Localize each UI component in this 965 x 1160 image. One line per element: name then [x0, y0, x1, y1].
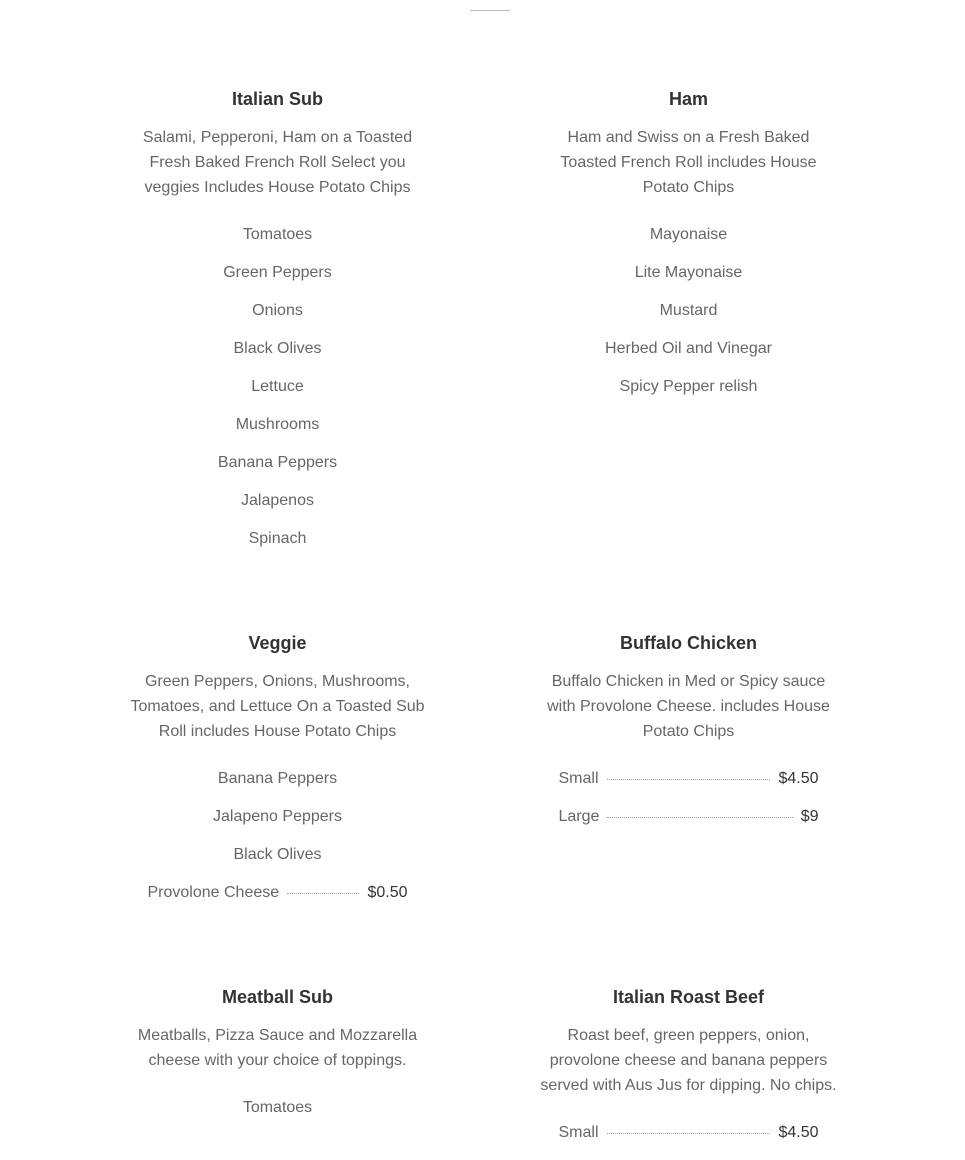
option-item[interactable]: Tomatoes	[242, 226, 313, 243]
option-item[interactable]: Lettuce	[251, 378, 304, 395]
option-list	[127, 1097, 428, 1119]
option-price: $4.50	[778, 770, 819, 787]
option-name: Large	[558, 808, 600, 825]
menu-item-meatball-sub	[127, 986, 428, 1135]
menu-item-buffalo-chicken	[538, 632, 839, 844]
option-list	[538, 1122, 839, 1144]
item-title: Ham	[668, 89, 708, 109]
dot-leader	[287, 893, 359, 894]
dot-leader	[607, 779, 771, 780]
item-title: Buffalo Chicken	[619, 633, 757, 653]
menu-item-veggie	[127, 632, 428, 920]
priced-option[interactable]	[559, 1122, 819, 1144]
item-title: Meatball Sub	[221, 987, 333, 1007]
item-description: Green Peppers, Onions, Mushrooms, Tomatoes, and Lettuce On a Toasted Sub Roll includes House Potato Chips	[130, 673, 425, 740]
item-description: Salami, Pepperoni, Ham on a Toasted Fresh Baked French Roll Select you veggies Includes House Potato Chips	[142, 129, 413, 196]
item-title: Italian Sub	[231, 89, 323, 109]
menu-item-ham	[538, 88, 839, 414]
option-name: Small	[558, 1124, 599, 1141]
option-price: $0.50	[367, 884, 408, 901]
option-item[interactable]: Onions	[252, 302, 303, 319]
priced-option[interactable]	[559, 768, 819, 790]
item-title: Italian Roast Beef	[612, 987, 765, 1007]
option-item[interactable]: Green Peppers	[223, 264, 332, 281]
option-item[interactable]: Banana Peppers	[217, 770, 338, 787]
option-item[interactable]: Mayonaise	[649, 226, 728, 243]
option-item[interactable]: Jalapenos	[241, 492, 314, 509]
option-item[interactable]: Black Olives	[233, 340, 322, 357]
option-list	[538, 224, 839, 398]
item-description: Roast beef, green peppers, onion, provolone cheese and banana peppers served with Aus Jus for dipping. No chips.	[540, 1027, 837, 1094]
item-title: Veggie	[248, 633, 307, 653]
option-item[interactable]: Banana Peppers	[217, 454, 338, 471]
top-divider	[470, 10, 510, 11]
priced-option[interactable]	[148, 882, 408, 904]
option-list	[127, 224, 428, 550]
menu-item-italian-sub	[127, 88, 428, 566]
option-name: Small	[558, 770, 599, 787]
option-item[interactable]: Black Olives	[233, 846, 322, 863]
item-description: Meatballs, Pizza Sauce and Mozzarella cheese with your choice of toppings.	[137, 1027, 418, 1069]
option-name: Provolone Cheese	[147, 884, 280, 901]
option-item[interactable]: Spicy Pepper relish	[619, 378, 758, 395]
dot-leader	[607, 817, 792, 818]
option-price: $4.50	[778, 1124, 819, 1141]
option-item[interactable]: Jalapeno Peppers	[213, 808, 342, 825]
option-item[interactable]: Herbed Oil and Vinegar	[605, 340, 772, 357]
option-item[interactable]: Spinach	[248, 530, 307, 547]
option-item[interactable]: Tomatoes	[242, 1099, 313, 1116]
priced-option[interactable]	[559, 806, 819, 828]
option-price: $9	[800, 808, 819, 825]
option-item[interactable]: Lite Mayonaise	[634, 264, 743, 281]
option-item[interactable]: Mustard	[659, 302, 718, 319]
option-item[interactable]: Mushrooms	[235, 416, 320, 433]
option-list	[127, 768, 428, 904]
option-list	[538, 768, 839, 828]
item-description: Ham and Swiss on a Fresh Baked Toasted French Roll includes House Potato Chips	[560, 129, 817, 196]
item-description: Buffalo Chicken in Med or Spicy sauce with Provolone Cheese. includes House Potato Chips	[547, 673, 830, 740]
